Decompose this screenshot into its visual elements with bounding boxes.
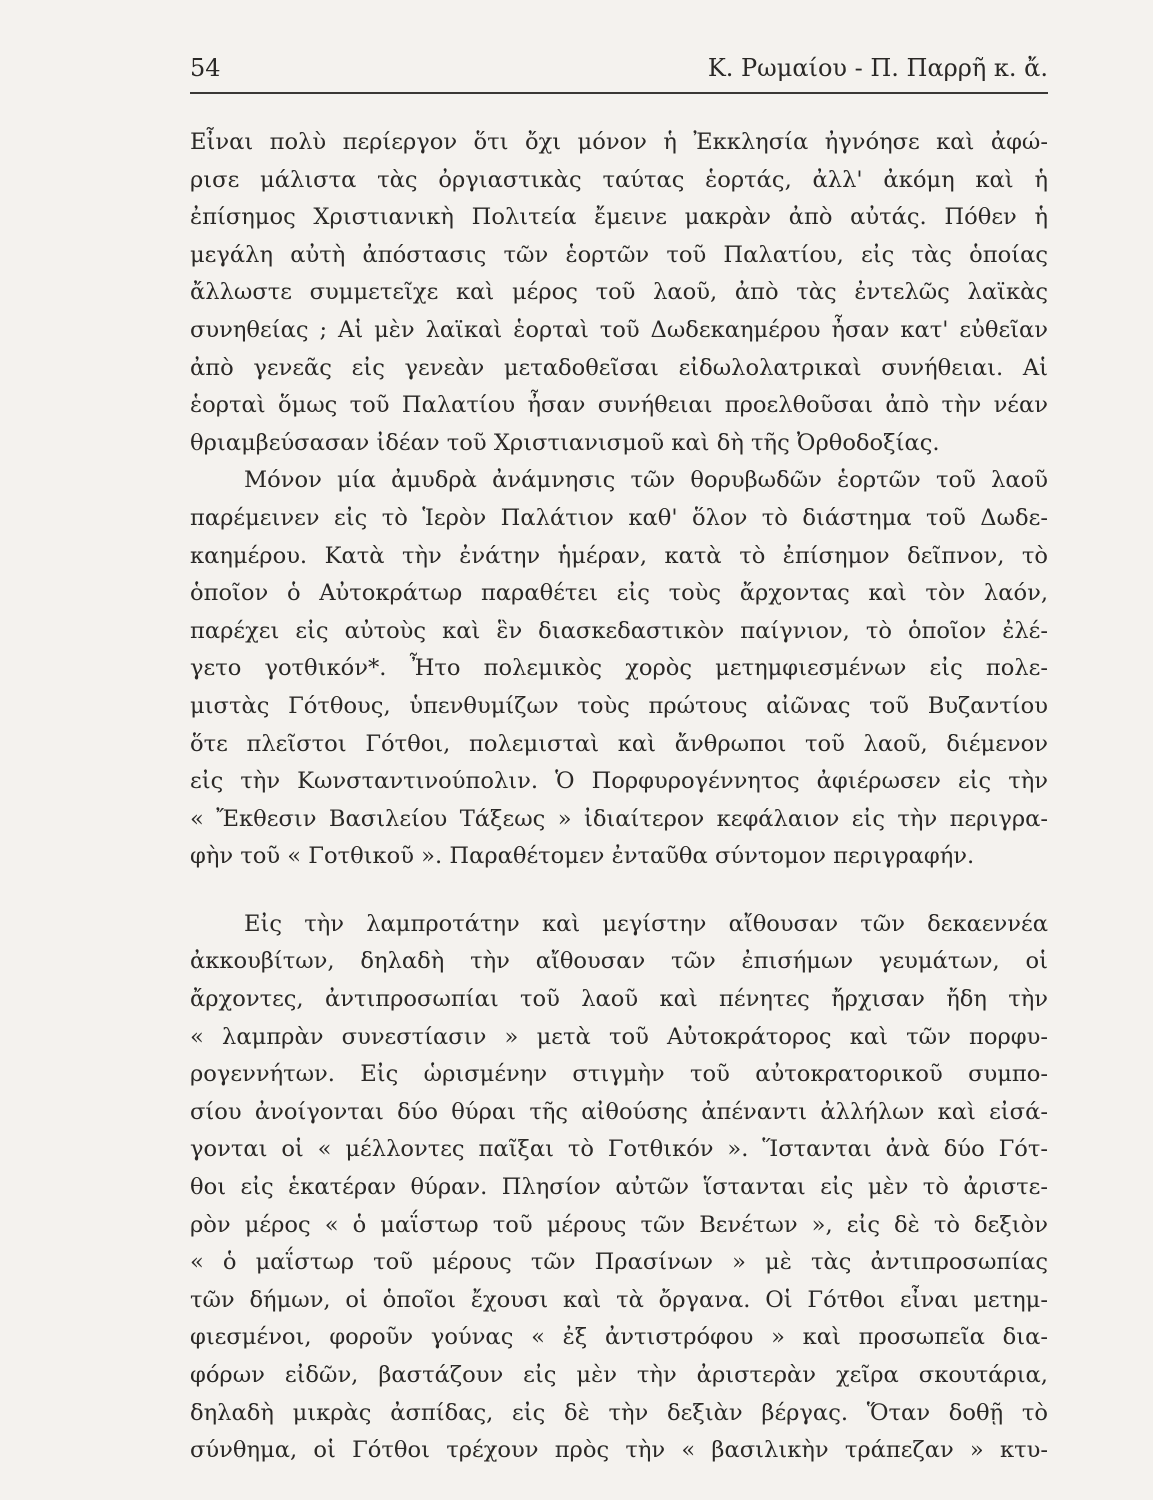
text-line: καημέρου. Κατὰ τὴν ἐνάτην ἡμέραν, κατὰ τὸ ἐπίσημον δεῖπνον, τὸ — [190, 542, 1048, 569]
running-head: Κ. Ρωμαίου - Π. Παρρῆ κ. ἄ. — [707, 54, 1048, 82]
text-line: φὴν τοῦ « Γοτθικοῦ ». Παραθέτομεν ἐνταῦθα σύντομον περιγραφήν. — [190, 843, 975, 870]
text-line: φόρων εἰδῶν, βαστάζουν εἰς μὲν τὴν ἀριστερὰν χεῖρα σκουτάρια, — [190, 1362, 1048, 1388]
text-line: ἑορταὶ ὅμως τοῦ Παλατίου ἦσαν συνήθειαι προελθοῦσαι ἀπὸ τὴν νέαν — [190, 392, 1048, 419]
text-line: « Ἔκθεσιν Βασιλείου Τάξεως » ἰδιαίτερον κεφάλαιον εἰς τὴν περιγρα- — [190, 805, 1048, 832]
text-line: ἀκκουβίτων, δηλαδὴ τὴν αἴθουσαν τῶν ἐπισήμων γευμάτων, οἱ — [190, 948, 1048, 975]
text-line: ρισε μάλιστα τὰς ὀργιαστικὰς ταύτας ἑορτάς, ἀλλ' ἀκόμη καὶ ἡ — [190, 166, 1048, 193]
paragraph-2 — [190, 462, 1048, 876]
text-line: ἐπίσημος Χριστιανικὴ Πολιτεία ἔμεινε μακρὰν ἀπὸ αὐτάς. Πόθεν ἡ — [190, 204, 1048, 231]
text-line: παρέμεινεν εἰς τὸ Ἱερὸν Παλάτιον καθ' ὅλον τὸ διάστημα τοῦ Δωδε- — [190, 504, 1048, 531]
text-line: εἰς τὴν Κωνσταντινούπολιν. Ὁ Πορφυρογέννητος ἀφιέρωσεν εἰς τὴν — [190, 768, 1048, 795]
text-line: θοι εἰς ἑκατέραν θύραν. Πλησίον αὐτῶν ἵστανται εἰς μὲν τὸ ἀριστε- — [190, 1174, 1048, 1201]
paragraph-1 — [190, 124, 1048, 462]
text-line: Μόνον μία ἀμυδρὰ ἀνάμνησις τῶν θορυβωδῶν ἑορτῶν τοῦ λαοῦ — [244, 467, 1048, 494]
text-line: μιστὰς Γότθους, ὑπενθυμίζων τοὺς πρώτους αἰῶνας τοῦ Βυζαντίου — [190, 692, 1048, 719]
text-line: σίου ἀνοίγονται δύο θύραι τῆς αἰθούσης ἀπέναντι ἀλλήλων καὶ εἰσά- — [190, 1098, 1048, 1125]
page-header — [190, 50, 1048, 94]
text-line: Εἶναι πολὺ περίεργον ὅτι ὄχι μόνον ἡ Ἐκκλησία ἠγνόησε καὶ ἀφώ- — [190, 129, 1048, 155]
text-line: Εἰς τὴν λαμπροτάτην καὶ μεγίστην αἴθουσαν τῶν δεκαεννέα — [244, 910, 1048, 937]
text-line: γετο γοτθικόν*. Ἦτο πολεμικὸς χορὸς μετημφιεσμένων εἰς πολε- — [190, 655, 1048, 682]
text-line: τῶν δήμων, οἱ ὁποῖοι ἔχουσι καὶ τὰ ὄργανα. Οἱ Γότθοι εἶναι μετημ- — [190, 1286, 1048, 1313]
text-line: μεγάλη αὐτὴ ἀπόστασις τῶν ἑορτῶν τοῦ Παλατίου, εἰς τὰς ὁποίας — [190, 241, 1048, 268]
text-line: σύνθημα, οἱ Γότθοι τρέχουν πρὸς τὴν « βασιλικὴν τράπεζαν » κτυ- — [190, 1437, 1048, 1464]
text-line: « ὁ μαΐστωρ τοῦ μέρους τῶν Πρασίνων » μὲ τὰς ἀντιπροσωπίας — [190, 1249, 1048, 1276]
text-line: ὁποῖον ὁ Αὐτοκράτωρ παραθέτει εἰς τοὺς ἄρχοντας καὶ τὸν λαόν, — [190, 580, 1048, 607]
paragraph-3 — [190, 906, 1048, 1470]
text-line: φιεσμένοι, φοροῦν γούνας « ἐξ ἀντιστρόφου » καὶ προσωπεῖα δια- — [190, 1324, 1048, 1351]
text-line: ἀπὸ γενεᾶς εἰς γενεὰν μεταδοθεῖσαι εἰδωλολατρικαὶ συνήθειαι. Αἱ — [190, 354, 1048, 381]
text-line: ἄρχοντες, ἀντιπροσωπίαι τοῦ λαοῦ καὶ πένητες ἤρχισαν ἤδη τὴν — [190, 986, 1048, 1013]
text-line: ἄλλωστε συμμετεῖχε καὶ μέρος τοῦ λαοῦ, ἀπὸ τὰς ἐντελῶς λαϊκὰς — [190, 279, 1048, 306]
text-line: ὅτε πλεῖστοι Γότθοι, πολεμισταὶ καὶ ἄνθρωποι τοῦ λαοῦ, διέμενον — [190, 730, 1048, 757]
text-line: παρέχει εἰς αὐτοὺς καὶ ἓν διασκεδαστικὸν παίγνιον, τὸ ὁποῖον ἐλέ- — [190, 617, 1048, 644]
text-line: ρογεννήτων. Εἰς ὡρισμένην στιγμὴν τοῦ αὐτοκρατορικοῦ συμπο- — [190, 1061, 1048, 1088]
text-line: συνηθείας ; Αἱ μὲν λαϊκαὶ ἑορταὶ τοῦ Δωδεκαημέρου ἦσαν κατ' εὐθεῖαν — [190, 316, 1048, 343]
text-line: « λαμπρὰν συνεστίασιν » μετὰ τοῦ Αὐτοκράτορος καὶ τῶν πορφυ- — [190, 1023, 1048, 1050]
header-rule — [190, 92, 1048, 94]
page-number: 54 — [190, 54, 221, 82]
text-line: θριαμβεύσασαν ἰδέαν τοῦ Χριστιανισμοῦ καὶ δὴ τῆς Ὀρθοδοξίας. — [190, 429, 940, 456]
body-text — [190, 124, 1048, 1470]
text-line: γονται οἱ « μέλλοντες παῖξαι τὸ Γοτθικόν ». Ἵστανται ἀνὰ δύο Γότ- — [190, 1136, 1048, 1163]
text-line: ρὸν μέρος « ὁ μαΐστωρ τοῦ μέρους τῶν Βενέτων », εἰς δὲ τὸ δεξιὸν — [190, 1211, 1048, 1238]
text-line: δηλαδὴ μικρὰς ἀσπίδας, εἰς δὲ τὴν δεξιὰν βέργας. Ὅταν δοθῇ τὸ — [190, 1399, 1048, 1426]
